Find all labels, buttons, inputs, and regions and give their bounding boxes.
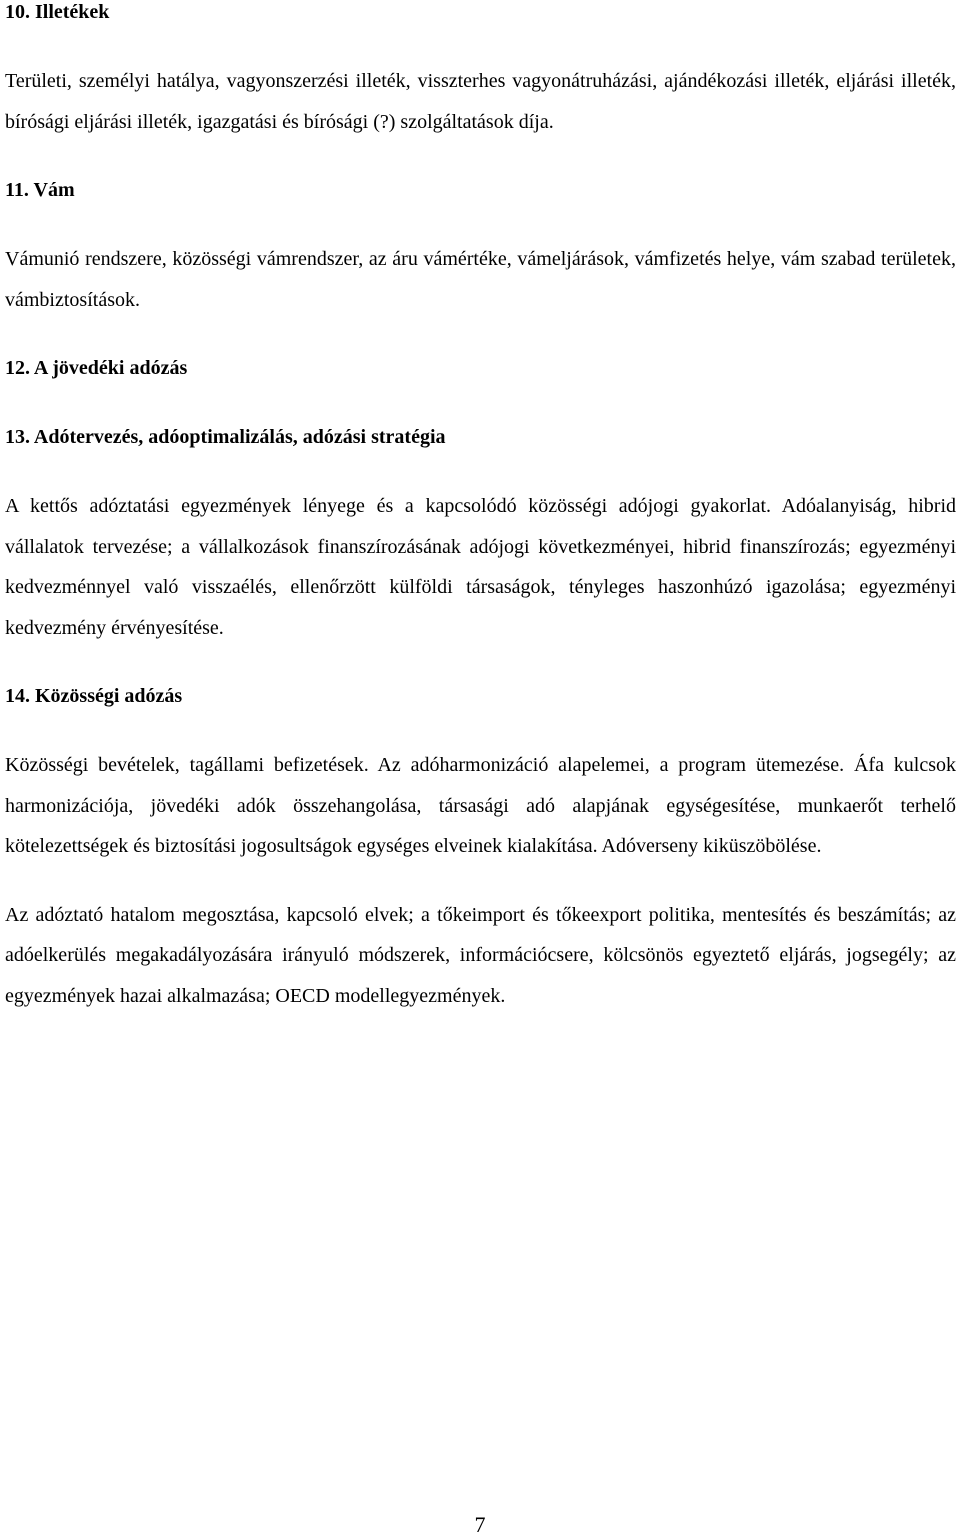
section-heading-illetekek: 10. Illetékek: [5, 1, 110, 23]
section-paragraph-kozossegi-adozas-2: Az adóztató hatalom megosztása, kapcsoló elvek; a tőkeimport és tőkeexport politika, mentesítés és beszámítás; az adóelkerülés megakadályozására irányuló módszerek, információcsere, kölcsönös egyeztető eljárás, jogsegély; az egyezmények hazai alkalmazása; OECD modellegyezmények.: [5, 903, 956, 1007]
section-heading-adotervezes: 13. Adótervezés, adóoptimalizálás, adózási stratégia: [5, 426, 446, 448]
section-paragraph-illetekek: Területi, személyi hatálya, vagyonszerzési illeték, visszterhes vagyonátruházási, ajándékozási illeték, eljárási illeték, bírósági eljárási illeték, igazgatási és bírósági (?) szolgáltatások díja.: [5, 70, 956, 133]
section-heading-kozossegi-adozas: 14. Közösségi adózás: [5, 685, 183, 707]
section-paragraph-kozossegi-adozas-1: Közösségi bevételek, tagállami befizetések. Az adóharmonizáció alapelemei, a program ütemezése. Áfa kulcsok harmonizációja, jövedéki adók összehangolása, társasági adó alapjának egységesítése, munkaerőt terhelő kötelezettségek és biztosítási jogosultságok egységes elveinek kialakítása. Adóverseny kiküszöbölése.: [5, 754, 956, 857]
section-paragraph-adotervezes: A kettős adóztatási egyezmények lényege és a kapcsolódó közösségi adójogi gyakorlat. Adóalanyiság, hibrid vállalatok tervezése; a vállalkozások finanszírozásának adójogi következményei, hibrid finanszírozás; egyezményi kedvezménnyel való visszaélés, ellenőrzött külföldi társaságok, tényleges haszonhúzó igazolása; egyezményi kedvezmény érvényesítése.: [5, 495, 956, 639]
section-heading-vam: 11. Vám: [5, 179, 75, 201]
section-heading-jovedeki-adozas: 12. A jövedéki adózás: [5, 357, 188, 379]
section-paragraph-vam: Vámunió rendszere, közösségi vámrendszer, az áru vámértéke, vámeljárások, vámfizetés helye, vám szabad területek, vámbiztosítások.: [5, 248, 956, 311]
page-number: 7: [474, 1512, 486, 1537]
document-page: [5, 0, 956, 1016]
